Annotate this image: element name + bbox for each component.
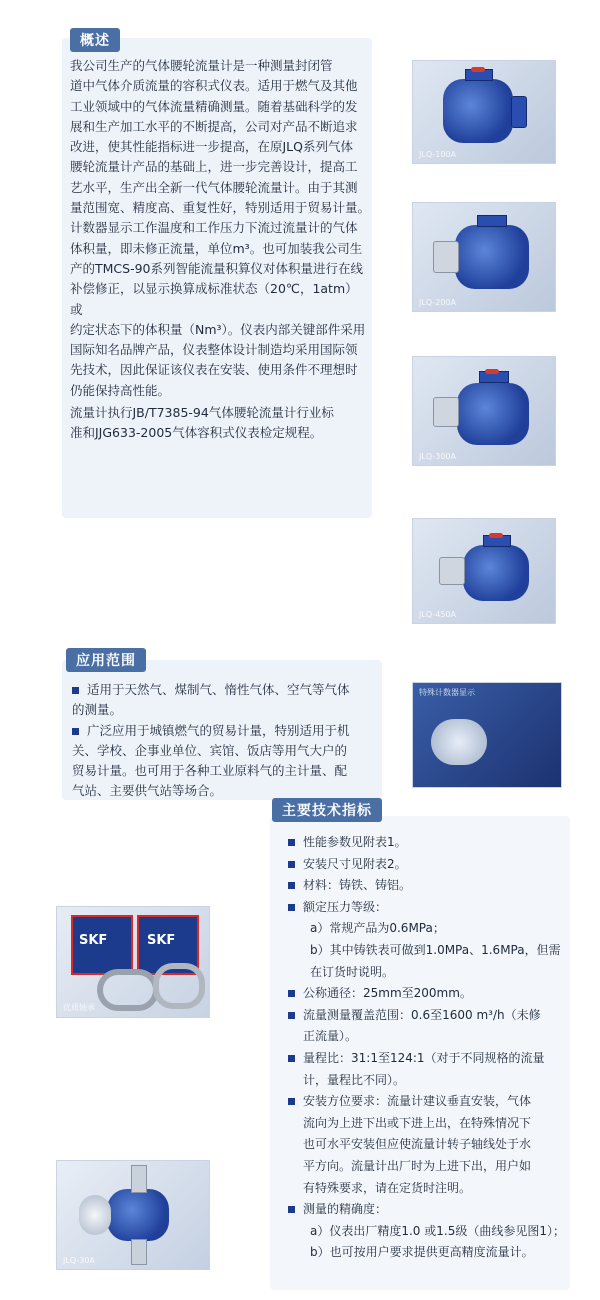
photo-label-jlq200a: JLQ-200A: [419, 298, 456, 307]
spec-text: 性能参数见附表1。: [303, 835, 407, 849]
photo-label-jlq300a: JLQ-300A: [419, 452, 456, 461]
spec-line: [288, 1026, 566, 1048]
spec-line: [288, 1005, 566, 1027]
spec-line: [288, 940, 566, 962]
spec-line: [288, 983, 566, 1005]
spec-line: [288, 1113, 566, 1135]
spec-text: 正流量）。: [303, 1029, 358, 1044]
spec-line: [288, 1156, 566, 1178]
overview-standard: [70, 403, 370, 444]
application-text: 关、学校、企事业单位、宾馆、饭店等用气大户的: [72, 742, 348, 758]
specs-list: [288, 832, 566, 1264]
spec-line: [288, 1070, 566, 1092]
bullet-icon: [288, 1206, 295, 1213]
spec-line: [288, 854, 566, 876]
product-photo-jlq200a: [412, 202, 556, 312]
spec-line: [288, 918, 566, 940]
product-photo-jlq450a: [412, 518, 556, 624]
photo-label-jlq30a: JLQ-30A: [63, 1256, 95, 1265]
application-text: 的测量。: [72, 702, 123, 718]
application-line: [72, 680, 372, 700]
photo-label-jlq450a: JLQ-450A: [419, 610, 456, 619]
spec-line: [288, 1242, 566, 1264]
spec-line: [288, 1048, 566, 1070]
application-text: 气站、主要供气站等场合。: [72, 783, 223, 799]
spec-line: [288, 1134, 566, 1156]
bullet-icon: [72, 687, 79, 694]
spec-text: 安装尺寸见附表2。: [303, 856, 407, 871]
overview-line: 先技术，因此保证该仪表在安装、使用条件不理想时: [70, 362, 358, 378]
bullet-icon: [288, 1098, 295, 1105]
spec-line: [288, 875, 566, 897]
spec-line: [288, 897, 566, 919]
spec-line: [288, 1178, 566, 1200]
spec-text: b）也可按用户要求提供更高精度流量计。: [310, 1245, 534, 1260]
product-photo-jlq100a: [412, 60, 556, 164]
overview-line: 计数器显示工作温度和工作压力下流过流量计的气体: [70, 220, 358, 236]
spec-text: 计，量程比不同）。: [303, 1072, 406, 1087]
bullet-icon: [288, 1012, 295, 1019]
overview-standard-line: 准和JJG633-2005气体容积式仪表检定规程。: [70, 425, 323, 441]
spec-text: 在订货时说明。: [310, 964, 395, 979]
bullet-icon: [288, 904, 295, 911]
spec-line: [288, 1221, 566, 1243]
spec-text: 额定压力等级：: [303, 899, 388, 914]
spec-text: a）常规产品为0.6MPa；: [310, 921, 445, 936]
skf-logo: SKF: [79, 933, 108, 948]
overview-line: 腰轮流量计产品的基础上，进一步完善设计，提高工: [70, 159, 358, 175]
overview-line: 道中气体介质流量的容积式仪表。适用于燃气及其他: [70, 78, 358, 94]
overview-line: 产的TMCS-90系列智能流量积算仪对体积量进行在线: [70, 260, 364, 276]
spec-line: [288, 962, 566, 984]
overview-text: [70, 56, 370, 444]
spec-text: 流向为上进下出或下进上出，在特殊情况下: [303, 1115, 532, 1130]
overview-title: 概述: [70, 28, 120, 52]
overview-line: 我公司生产的气体腰轮流量计是一种测量封闭管: [70, 58, 333, 73]
spec-text: 公称通径：25mm至200mm。: [303, 986, 472, 1001]
spec-line: [288, 832, 566, 854]
overview-line: 展和生产加工水平的不断提高，公司对产品不断追求: [70, 118, 358, 134]
application-text: 适用于天然气、煤制气、惰性气体、空气等气体: [87, 682, 350, 697]
overview-line: 仍能保持高性能。: [70, 382, 171, 398]
application-line: [72, 761, 372, 781]
counter-detail-photo: [412, 682, 562, 788]
overview-line: 补偿修正，以显示换算成标准状态（20℃，1atm）或: [70, 281, 358, 317]
overview-line: 工业领域中的气体流量精确测量。随着基础科学的发: [70, 98, 358, 114]
specs-title: 主要技术指标: [272, 798, 382, 822]
spec-text: 安装方位要求：流量计建议垂直安装，气体: [303, 1094, 532, 1109]
spec-text: 有特殊要求，请在定货时注明。: [303, 1180, 472, 1195]
application-line: [72, 741, 372, 761]
bearing-photo: [56, 906, 210, 1018]
skf-logo-2: SKF: [147, 933, 176, 948]
overview-line: 艺水平，生产出全新一代气体腰轮流量计。由于其测: [70, 179, 358, 195]
overview-standard-line: 流量计执行JB/T7385-94气体腰轮流量计行业标: [70, 405, 334, 421]
photo-label-counter: 特殊计数器显示: [419, 688, 475, 697]
spec-text: 平方向。流量计出厂时为上进下出，用户如: [303, 1158, 532, 1173]
spec-text: a）仪表出厂精度1.0 或1.5级（曲线参见图1）；: [310, 1223, 565, 1238]
bullet-icon: [288, 861, 295, 868]
product-photo-jlq30a: [56, 1160, 210, 1270]
application-text: 贸易计量。也可用于各种工业原料气的主计量、配: [72, 763, 348, 779]
overview-line: 改进，使其性能指标进一步提高，在原JLQ系列气体: [70, 139, 353, 155]
spec-text: 量程比：31:1至124:1（对于不同规格的流量: [303, 1050, 545, 1065]
photo-label-jlq100a: JLQ-100A: [419, 150, 456, 159]
application-text: 广泛应用于城镇燃气的贸易计量，特别适用于机: [87, 722, 350, 738]
application-text: [72, 680, 372, 802]
bullet-icon: [288, 882, 295, 889]
spec-line: [288, 1199, 566, 1221]
bullet-icon: [288, 839, 295, 846]
bullet-icon: [288, 1055, 295, 1062]
spec-text: b）其中铸铁表可做到1.0MPa、1.6MPa，但需: [310, 942, 561, 957]
overview-line: 国际知名品牌产品，仪表整体设计制造均采用国际领: [70, 342, 358, 358]
overview-line: 体积量，即未修正流量，单位m³。也可加装我公司生: [70, 240, 363, 256]
overview-line: 约定状态下的体积量（Nm³）。仪表内部关键部件采用: [70, 321, 366, 337]
product-photo-jlq300a: [412, 356, 556, 466]
spec-text: 流量测量覆盖范围：0.6至1600 m³/h（未修: [303, 1007, 541, 1022]
bullet-icon: [72, 728, 79, 735]
application-line: [72, 700, 372, 720]
photo-label-bearing: 优质轴承: [63, 1003, 95, 1012]
overview-line: 量范围宽、精度高、重复性好，特别适用于贸易计量。: [70, 200, 371, 216]
spec-text: 也可水平安装但应使流量计转子轴线处于水: [303, 1137, 532, 1152]
application-line: [72, 721, 372, 741]
spec-text: 材料：铸铁、铸铝。: [303, 878, 412, 893]
spec-text: 测量的精确度：: [303, 1202, 388, 1217]
application-title: 应用范围: [66, 648, 146, 672]
bullet-icon: [288, 990, 295, 997]
spec-line: [288, 1091, 566, 1113]
